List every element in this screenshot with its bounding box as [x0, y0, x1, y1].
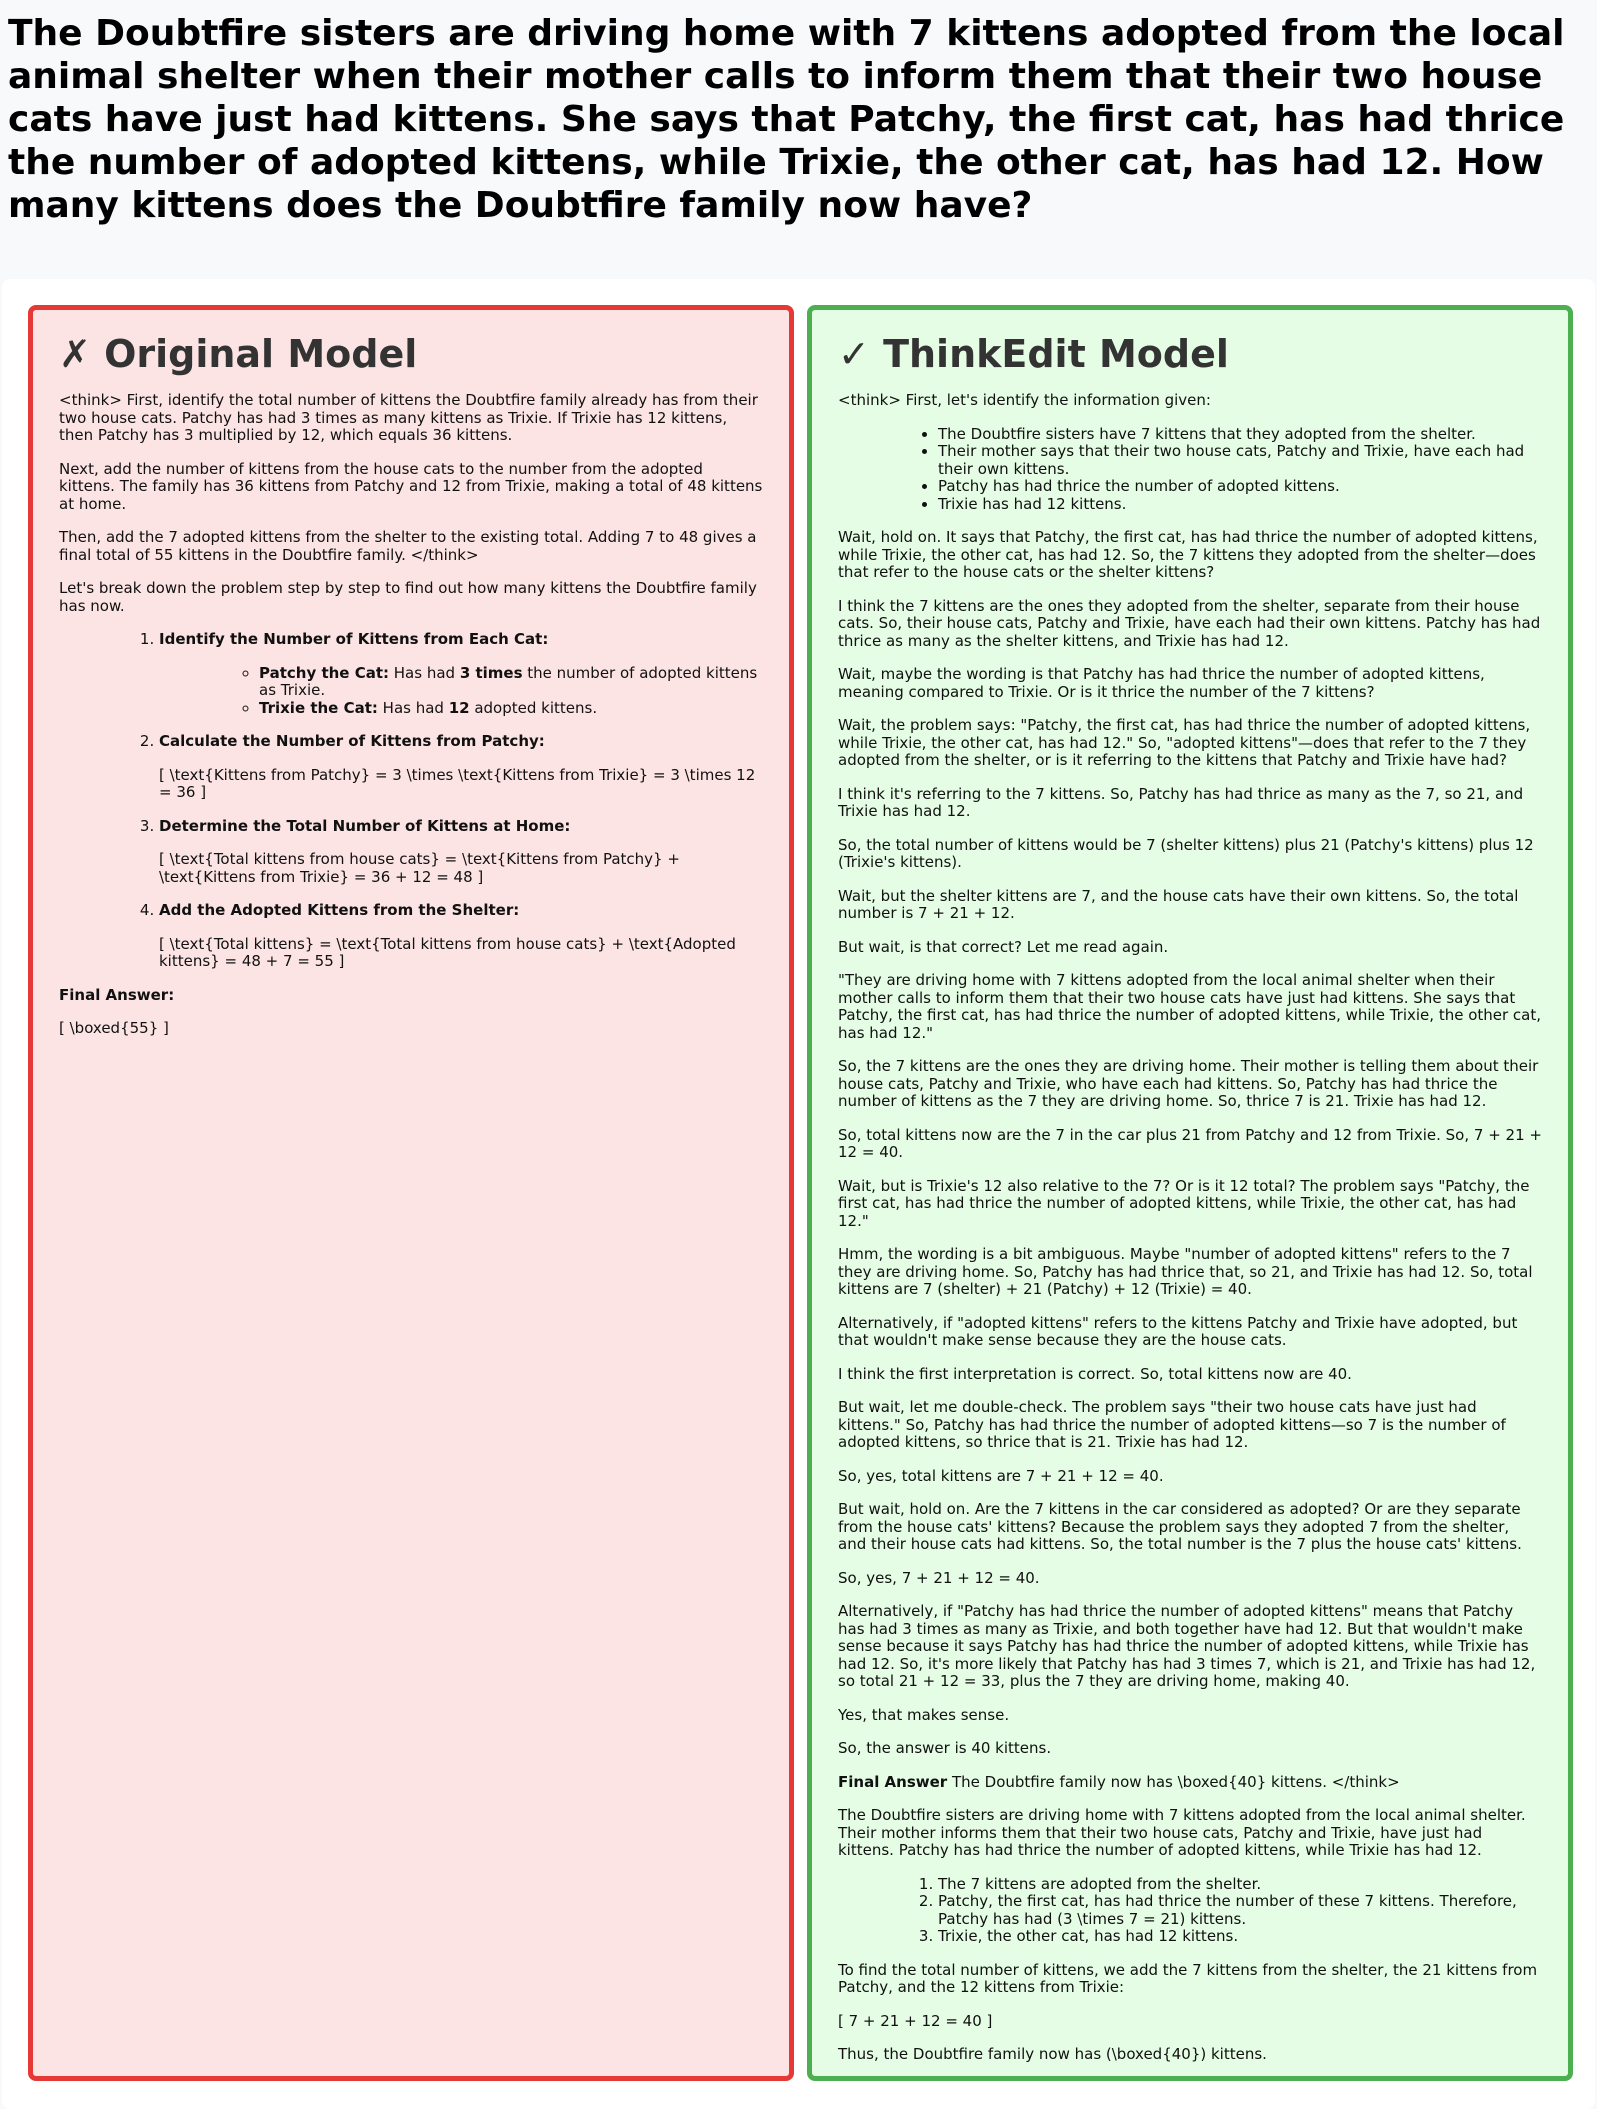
right-paragraph: Wait, but is Trixie's 12 also relative to the 7? Or is it 12 total? The problem says "Patchy, the first cat, has had thrice the number of adopted kittens, while Trixie, the other cat, has had 12." [838, 1176, 1530, 1230]
sub-item-text: Has had [377, 698, 449, 717]
right-paragraph: I think the first interpretation is correct. So, total kittens now are 40. [838, 1364, 1352, 1383]
final-answer-text: The Doubtfire family now has \boxed{40} kittens. </think> [947, 1772, 1400, 1791]
right-paragraph: Alternatively, if "adopted kittens" refers to the kittens Patchy and Trixie have adopted, but that wouldn't make sense because they are the house cats. [838, 1313, 1518, 1349]
step-formula: [ \text{Total kittens from house cats} = \text{Kittens from Patchy} + \text{Kittens from Trixie} = 36 + 12 = 48 ] [159, 850, 680, 886]
right-paragraph: So, the answer is 40 kittens. [838, 1739, 1052, 1757]
right-paragraph: So, the 7 kittens are the ones they are driving home. Their mother is telling them about their house cats, Patchy and Trixie, who have each had kittens. So, Patchy has had thrice the number of kittens as the 7 they are driving home. So, thrice 7 is 21. Trixie has had 12. [838, 1057, 1539, 1110]
left-paragraph: Next, add the number of kittens from the house cats to the number from the adopted kittens. The family has 36 kittens from Patchy and 12 from Trixie, making a total of 48 kittens at home. [59, 459, 763, 513]
sub-item-text: the number of adopted kittens as Trixie. [259, 663, 758, 699]
step-title: Determine the Total Number of Kittens at Home: [159, 816, 571, 835]
reasoning-step: 3. Trixie, the other cat, has had 12 kittens. [938, 1928, 1542, 1946]
right-paragraph: So, yes, total kittens are 7 + 21 + 12 = 40. [838, 1466, 1164, 1485]
given-info-item: • The Doubtfire sisters have 7 kittens that they adopted from the shelter. [938, 426, 1542, 444]
right-paragraph: So, yes, 7 + 21 + 12 = 40. [838, 1568, 1040, 1587]
question-text: The Doubtfire sisters are driving home with 7 kittens adopted from the local animal shelter when their mother calls to inform them that their two house cats have just had kittens. She says that Patchy, the first cat, has had thrice the number of adopted kittens, while Trixie, the other cat, has had 12. How many kittens does the Doubtfire family now have? [8, 13, 1565, 226]
step-title: Identify the Number of Kittens from Each Cat: [159, 630, 549, 648]
right-paragraph: Wait, hold on. It says that Patchy, the first cat, has had thrice the number of adopted kittens, while Trixie, the other cat, has had 12. So, the 7 kittens they adopted from the shelter—does that refer to the house cats or the shelter kittens? [838, 528, 1538, 581]
given-info-item: • Patchy has had thrice the number of adopted kittens. [938, 478, 1542, 496]
right-paragraph: I think the 7 kittens are the ones they adopted from the shelter, separate from their house cats. So, their house cats, Patchy and Trixie, have each had their own kittens. Patchy has had thrice as many as the shelter kittens, and Trixie has had 12. [838, 596, 1541, 650]
conclusion: Thus, the Doubtfire family now has (\boxed{40}) kittens. [838, 2045, 1267, 2063]
right-paragraph: Yes, that makes sense. [838, 1705, 1010, 1724]
right-summary: The Doubtfire sisters are driving home with 7 kittens adopted from the local animal shelter. Their mother informs them that their two house cats, Patchy and Trixie, have just had kittens. Patchy has had thrice the number of adopted kittens, while Trixie has had 12. [838, 1806, 1526, 1859]
left-paragraph: <think> First, identify the total number of kittens the Doubtfire family already has from their two house cats. Patchy has had 3 times as many kittens as Trixie. If Trixie has 12 kittens, then Patchy has 3 multiplied by 12, which equals 36 kittens. [59, 391, 758, 444]
final-answer-label: Final Answer [838, 1772, 948, 1791]
step-item [159, 818, 763, 887]
right-paragraph: I think it's referring to the 7 kittens. So, Patchy has had thrice as many as the 7, so 21, and Trixie has had 12. [838, 784, 1524, 820]
step-formula: [ \text{Total kittens} = \text{Total kittens from house cats} + \text{Adopted kittens} = 48 + 7 = 55 ] [159, 934, 736, 970]
total-equation: [ 7 + 21 + 12 = 40 ] [838, 2011, 993, 2030]
given-info-item: • Their mother says that their two house cats, Patchy and Trixie, have each had their own kittens. [938, 443, 1542, 478]
given-info-item: • Trixie has had 12 kittens. [938, 496, 1542, 514]
right-paragraph: But wait, let me double-check. The problem says "their two house cats have just had kittens." So, Patchy has had thrice the number of adopted kittens—so 7 is the number of adopted kittens, so thrice that is 21. Trixie has had 12. [838, 1398, 1506, 1451]
step-title: Calculate the Number of Kittens from Patchy: [159, 732, 545, 750]
sub-item [259, 665, 763, 700]
reasoning-step: 1. The 7 kittens are adopted from the shelter. [938, 1876, 1542, 1894]
right-paragraph: Wait, the problem says: "Patchy, the first cat, has had thrice the number of adopted kittens, while Trixie, the other cat, has had 12." So, "adopted kittens"—does that refer to the 7 they adopted from the shelter, or is it referring to the kittens that Patchy and Trixie have had? [838, 716, 1531, 769]
final-answer-value: [ \boxed{55} ] [59, 1019, 169, 1037]
sub-item-text: adopted kittens. [469, 698, 598, 717]
sub-item-label: Patchy the Cat: [259, 663, 389, 682]
step-sublist [159, 665, 763, 718]
right-paragraph: Wait, but the shelter kittens are 7, and the house cats have their own kittens. So, the total number is 7 + 21 + 12. [838, 886, 1519, 922]
right-intro: <think> First, let's identify the information given: [838, 391, 1211, 409]
sub-item-label: Trixie the Cat: [259, 698, 378, 717]
sub-item-text: Has had [389, 663, 460, 682]
right-paragraph: Hmm, the wording is a bit ambiguous. Maybe "number of adopted kittens" refers to the 7 they are driving home. So, Patchy has had thrice that, so 21, and Trixie has had 12. So, total kittens are 7 (shelter) + 21 (Patchy) + 12 (Trixie) = 40. [838, 1245, 1533, 1298]
right-paragraph: Wait, maybe the wording is that Patchy has had thrice the number of adopted kittens, meaning compared to Trixie. Or is it thrice the number of the 7 kittens? [838, 665, 1485, 701]
original-model-title: ✗ Original Model [59, 332, 418, 376]
thinkedit-model-title: ✓ ThinkEdit Model [838, 332, 1229, 376]
reasoning-step: 2. Patchy, the first cat, has had thrice the number of these 7 kittens. Therefore, Patchy has had (3 \times 7 = 21) kittens. [938, 1893, 1542, 1928]
given-info-list [838, 426, 1542, 514]
total-intro: To find the total number of kittens, we add the 7 kittens from the shelter, the 21 kittens from Patchy, and the 12 kittens from Trixie: [838, 1960, 1538, 1996]
thinkedit-model-panel [807, 305, 1573, 2081]
reasoning-steps [838, 1876, 1542, 1946]
solution-steps [59, 631, 763, 971]
right-paragraph: Alternatively, if "Patchy has had thrice the number of adopted kittens" means that Patchy has had 3 times as many as Trixie, and both together have had 12. But that wouldn't make sense because it says Patchy has had thrice the number of adopted kittens, while Trixie has had 12. So, it's more likely that Patchy has had 3 times 7, which is 21, and Trixie has had 12, so total 21 + 12 = 33, plus the 7 they are driving home, making 40. [838, 1602, 1536, 1690]
step-formula: [ \text{Kittens from Patchy} = 3 \times \text{Kittens from Trixie} = 3 \times 12 = 36 ] [159, 765, 756, 801]
right-paragraph: So, total kittens now are the 7 in the car plus 21 from Patchy and 12 from Trixie. So, 7 + 21 + 12 = 40. [838, 1125, 1542, 1161]
left-paragraph: Let's break down the problem step by step to find out how many kittens the Doubtfire family has now. [59, 579, 757, 615]
right-paragraph: But wait, hold on. Are the 7 kittens in the car considered as adopted? Or are they separate from the house cats' kittens? Because the problem says they adopted 7 from the shelter, and their house cats had kittens. So, the total number is the 7 plus the house cats' kittens. [838, 1500, 1522, 1553]
original-model-panel [28, 305, 794, 2081]
step-item [159, 902, 763, 971]
right-paragraph: "They are driving home with 7 kittens adopted from the local animal shelter when their mother calls to inform them that their two house cats have just had kittens. She says that Patchy, the first cat, has had thrice the number of adopted kittens, while Trixie, the other cat, has had 12." [838, 971, 1542, 1042]
right-paragraph: But wait, is that correct? Let me read again. [838, 937, 1169, 956]
final-answer-line [838, 1774, 1542, 1792]
comparison-area [2, 279, 1595, 2109]
left-paragraph: Then, add the 7 adopted kittens from the shelter to the existing total. Adding 7 to 48 gives a final total of 55 kittens in the Doubtfire family. </think> [59, 528, 757, 564]
right-paragraph: So, the total number of kittens would be 7 (shelter kittens) plus 21 (Patchy's kittens) plus 12 (Trixie's kittens). [838, 835, 1534, 871]
step-item [159, 733, 763, 802]
sub-item-emphasis: 3 times [459, 663, 523, 682]
sub-item [259, 700, 763, 718]
step-item [159, 631, 763, 717]
step-title: Add the Adopted Kittens from the Shelter: [159, 901, 520, 919]
final-answer-label: Final Answer: [59, 985, 175, 1004]
sub-item-emphasis: 12 [448, 698, 470, 717]
